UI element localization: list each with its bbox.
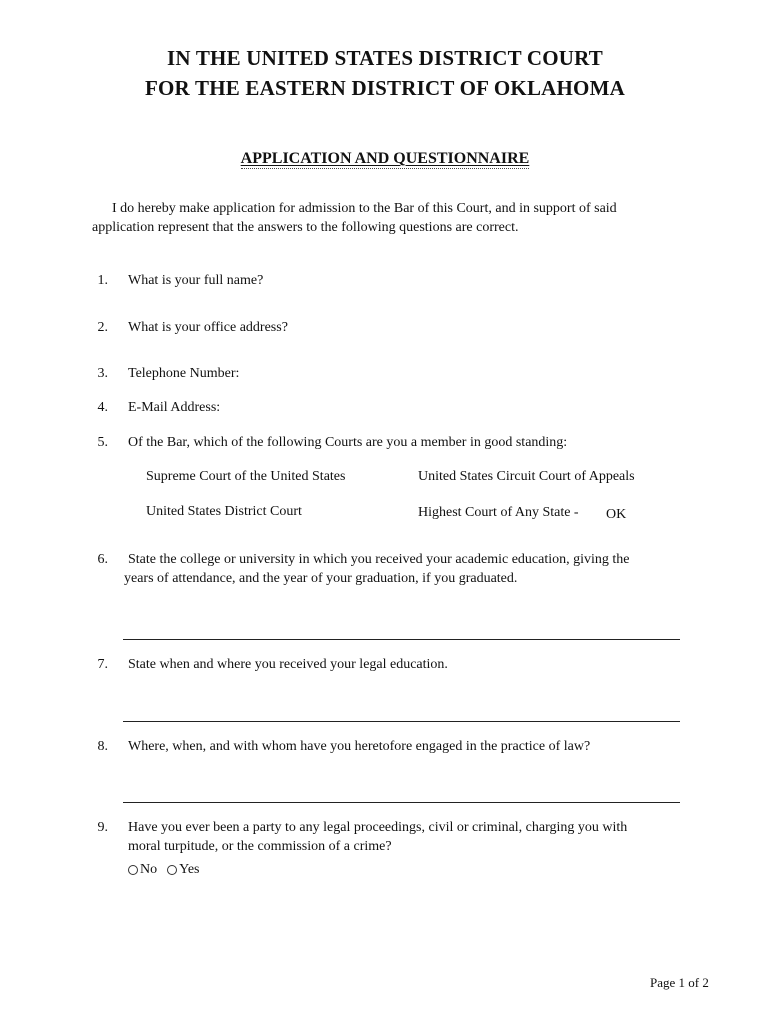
form-subtitle: APPLICATION AND QUESTIONNAIRE: [240, 150, 530, 167]
q5-text: Of the Bar, which of the following Courts are you a member in good standing:: [128, 435, 568, 450]
q7-text: State when and where you received your legal education.: [128, 657, 448, 672]
q4-text: E-Mail Address:: [128, 400, 221, 415]
intro-line1: I do hereby make application for admission to the Bar of this Court, and in support of said: [112, 201, 617, 216]
q7-number: 7.: [97, 657, 108, 672]
intro-line2: application represent that the answers to the following questions are correct.: [92, 220, 519, 235]
q5-number: 5.: [97, 435, 108, 450]
q2-text: What is your office address?: [128, 320, 288, 335]
q4-number: 4.: [97, 400, 108, 415]
q9-text-line2: moral turpitude, or the commission of a crime?: [128, 839, 392, 854]
q1-text: What is your full name?: [128, 273, 264, 288]
court-option-circuit: United States Circuit Court of Appeals: [418, 469, 635, 484]
q6-answer-line[interactable]: [123, 639, 680, 640]
q8-answer-line[interactable]: [123, 802, 680, 803]
court-option-supreme: Supreme Court of the United States: [146, 469, 346, 484]
q9-text-line1: Have you ever been a party to any legal proceedings, civil or criminal, charging you with: [128, 820, 628, 835]
q6-number: 6.: [97, 552, 108, 567]
q9-number: 9.: [97, 820, 108, 835]
court-title-line1: IN THE UNITED STATES DISTRICT COURT: [167, 46, 603, 70]
q3-text: Telephone Number:: [128, 366, 240, 381]
court-option-state: Highest Court of Any State -: [418, 505, 579, 520]
radio-no[interactable]: [128, 865, 138, 875]
court-title-line2: FOR THE EASTERN DISTRICT OF OKLAHOMA: [145, 76, 625, 100]
q9-option-no[interactable]: [128, 862, 157, 878]
q6-text-line2: years of attendance, and the year of your graduation, if you graduated.: [124, 571, 518, 586]
state-court-value[interactable]: OK: [606, 507, 627, 522]
q8-text: Where, when, and with whom have you heretofore engaged in the practice of law?: [128, 739, 591, 754]
q2-number: 2.: [97, 320, 108, 335]
q9-radio-group: [128, 862, 210, 878]
radio-no-label: No: [140, 862, 158, 877]
q6-text-line1: State the college or university in which you received your academic education, giving the: [128, 552, 630, 567]
q9-option-yes[interactable]: [167, 862, 199, 878]
radio-yes[interactable]: [167, 865, 177, 875]
q8-number: 8.: [97, 739, 108, 754]
q1-number: 1.: [97, 273, 108, 288]
q3-number: 3.: [97, 366, 108, 381]
court-option-district: United States District Court: [146, 504, 302, 519]
page-number: Page 1 of 2: [650, 975, 709, 990]
radio-yes-label: Yes: [179, 862, 200, 877]
q7-answer-line[interactable]: [123, 721, 680, 722]
